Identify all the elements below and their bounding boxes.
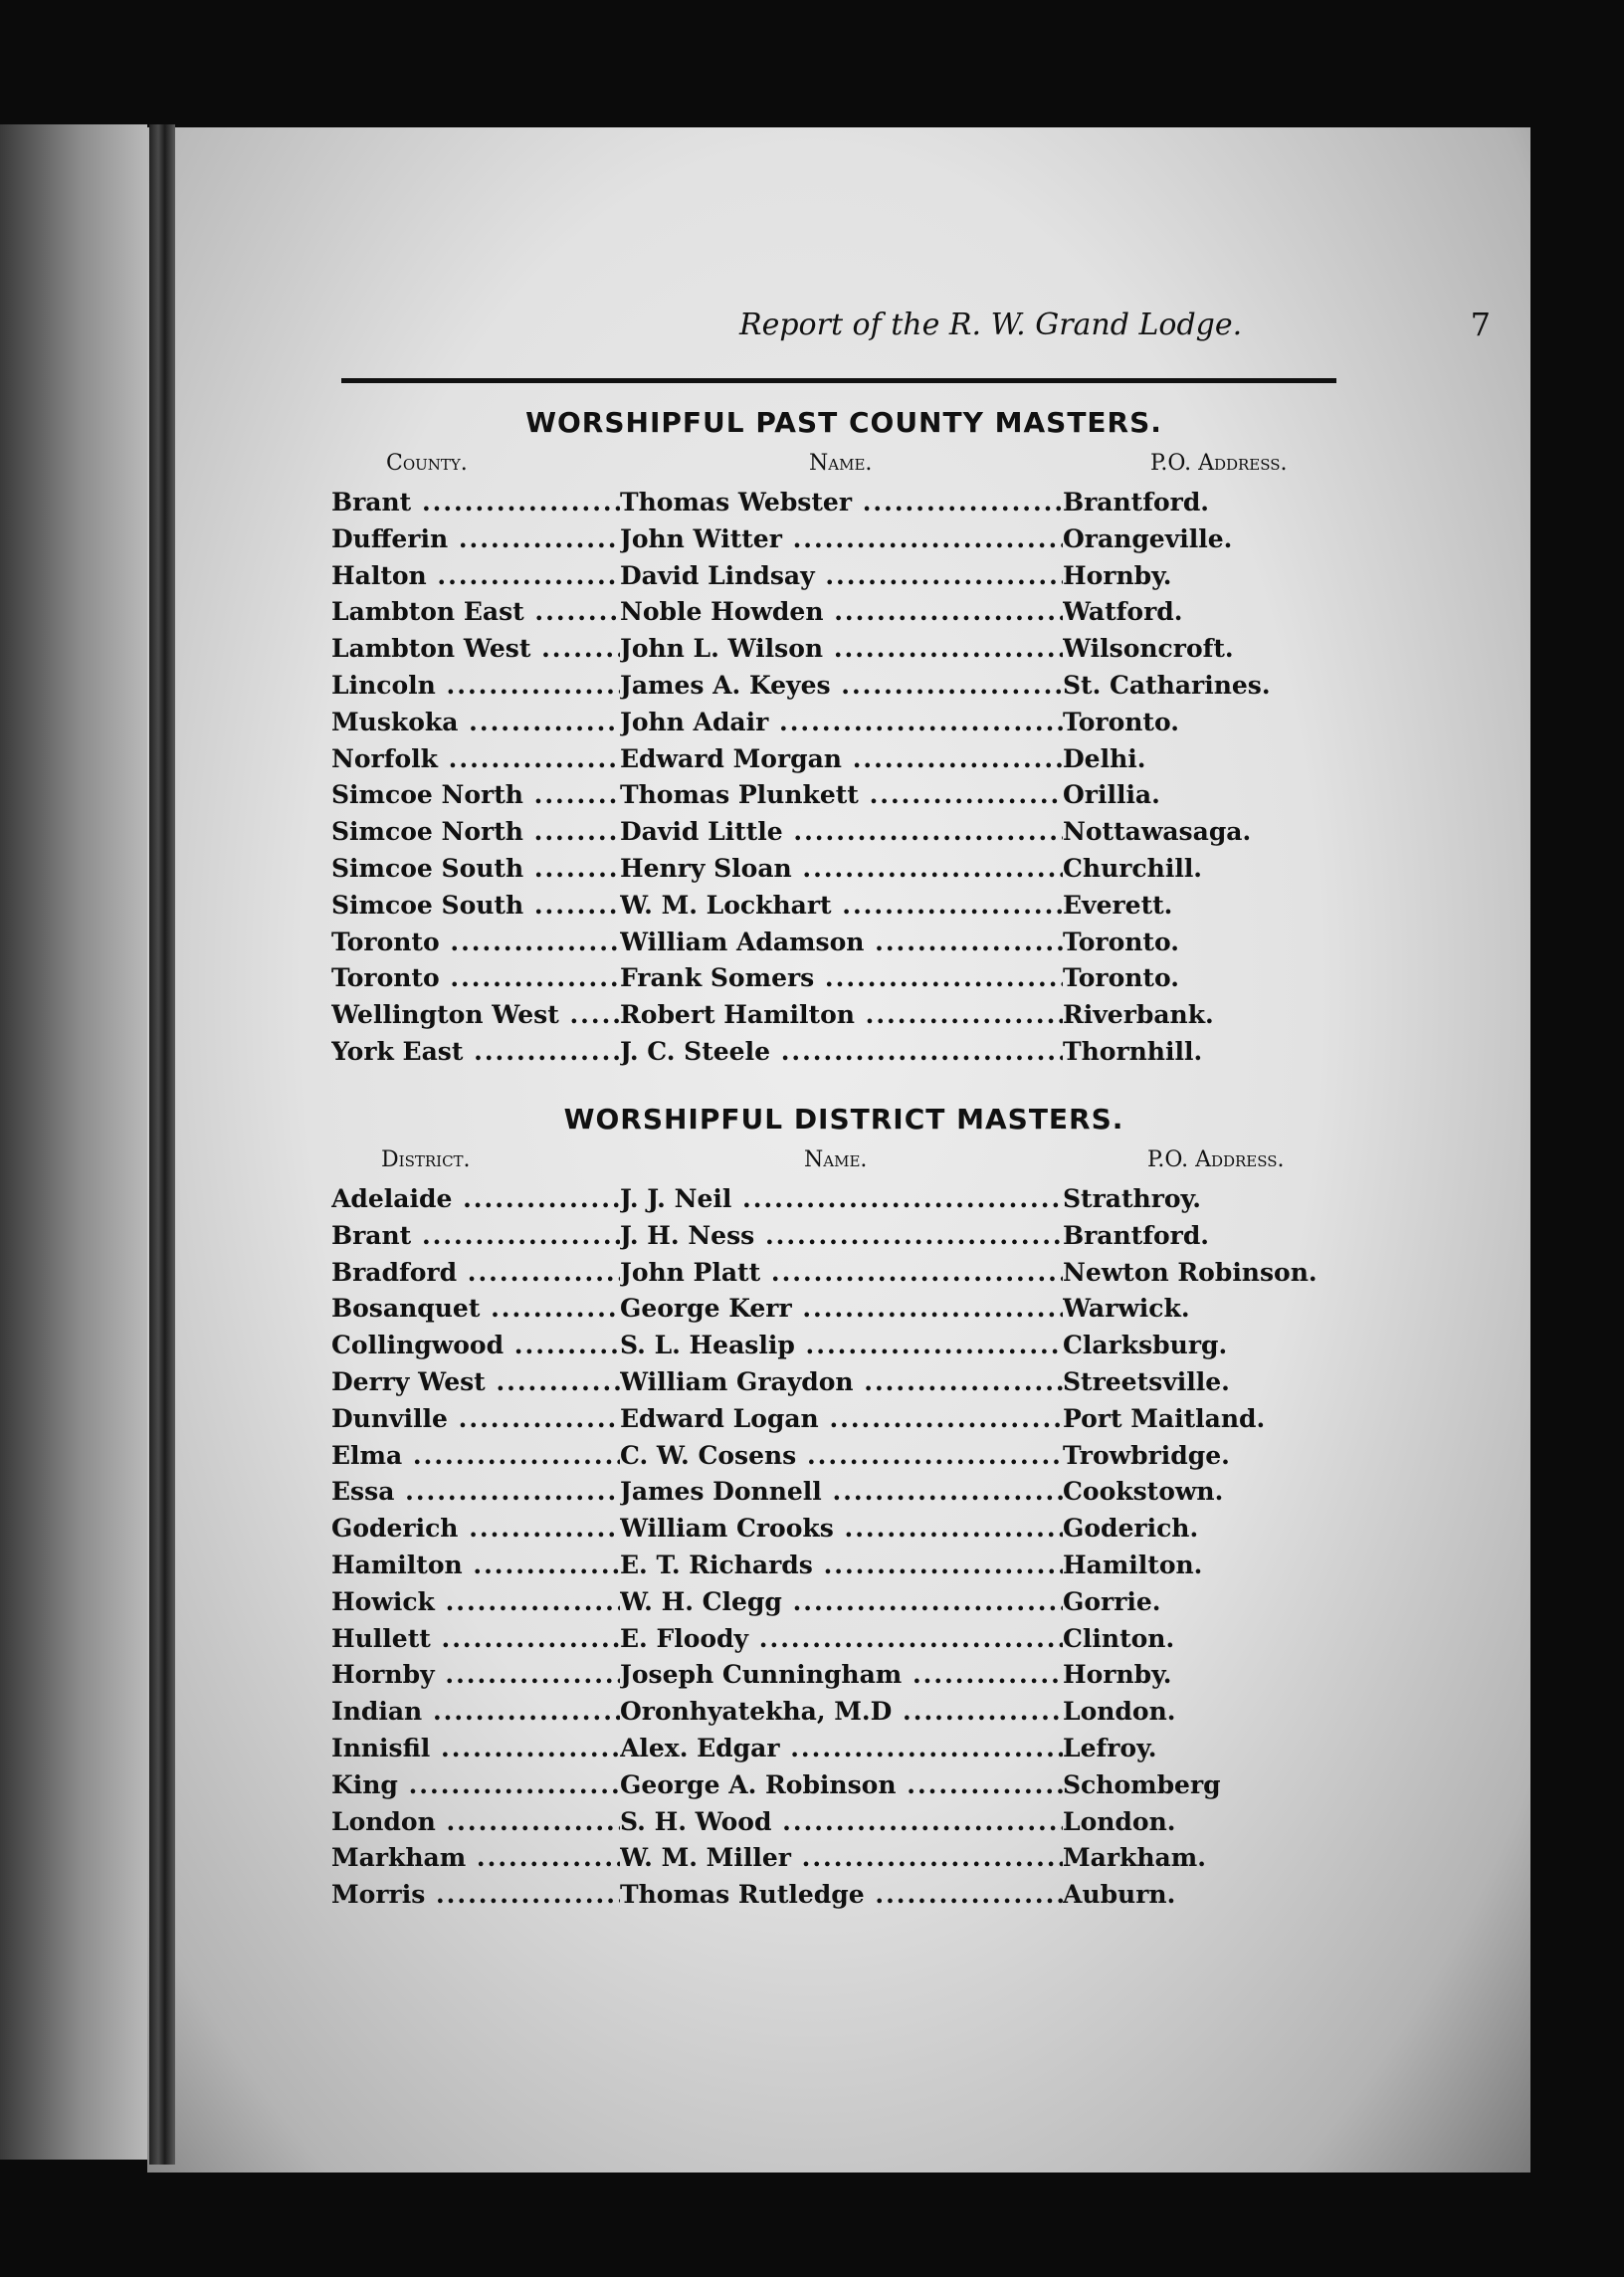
master-name: J. J. Neil ..... (620, 1181, 1063, 1218)
column-header-address: P.O. Address. (1150, 451, 1288, 476)
list-item (331, 668, 1356, 705)
list-item (331, 1511, 1356, 1548)
master-name: George Kerr ..... (620, 1291, 1063, 1328)
po-address: Markham. (1063, 1843, 1206, 1873)
district-name: Collingwood ..... (331, 1328, 620, 1364)
county-name: Simcoe South ..... (331, 888, 620, 925)
page-number: 7 (1470, 306, 1491, 343)
county-name: Toronto ..... (331, 925, 620, 961)
master-name: W. H. Clegg ..... (620, 1584, 1063, 1621)
master-name: Thomas Webster ..... (620, 485, 1063, 521)
po-address: Streetsville. (1063, 1366, 1230, 1396)
master-name: Alex. Edgar ..... (620, 1731, 1063, 1767)
list-item (331, 1694, 1356, 1731)
district-list (331, 1181, 1356, 1914)
column-headers (331, 451, 1356, 481)
list-item (331, 1840, 1356, 1877)
list-item (331, 1401, 1356, 1438)
po-address: Everett. (1063, 890, 1173, 920)
district-name: Brant ..... (331, 1218, 620, 1255)
scanned-page (147, 127, 1530, 2173)
master-name: Thomas Rutledge ..... (620, 1877, 1063, 1914)
po-address: Clarksburg. (1063, 1331, 1228, 1360)
master-name: Oronhyatekha, M.D ..... (620, 1694, 1063, 1731)
po-address: Hornby. (1063, 1660, 1172, 1690)
list-item (331, 851, 1356, 888)
list-item (331, 1877, 1356, 1914)
district-name: Hornby ..... (331, 1657, 620, 1694)
master-name: Henry Sloan ..... (620, 851, 1063, 888)
master-name: William Graydon ..... (620, 1364, 1063, 1401)
county-name: Simcoe North ..... (331, 814, 620, 851)
list-item (331, 1731, 1356, 1767)
list-item (331, 1364, 1356, 1401)
column-header-county: County. (386, 451, 468, 476)
list-item (331, 1291, 1356, 1328)
list-item (331, 558, 1356, 595)
district-name: Elma ..... (331, 1438, 620, 1475)
po-address: Port Maitland. (1063, 1403, 1266, 1433)
list-item (331, 960, 1356, 997)
county-name: Lambton East ..... (331, 594, 620, 631)
master-name: John Witter ..... (620, 521, 1063, 558)
list-item (331, 594, 1356, 631)
po-address: Warwick. (1063, 1294, 1190, 1324)
po-address: Newton Robinson. (1063, 1257, 1318, 1287)
district-masters-section (331, 1103, 1356, 1914)
list-item (331, 1621, 1356, 1658)
header-rule (341, 378, 1336, 383)
section-title: WORSHIPFUL DISTRICT MASTERS. (563, 1103, 1124, 1136)
district-name: Goderich ..... (331, 1511, 620, 1548)
master-name: J. C. Steele ..... (620, 1034, 1063, 1071)
county-name: York East ..... (331, 1034, 620, 1071)
po-address: Watford. (1063, 597, 1183, 627)
adjacent-page-edge (0, 124, 147, 2160)
master-name: W. M. Miller ..... (620, 1840, 1063, 1877)
po-address: Clinton. (1063, 1623, 1175, 1653)
county-name: Halton ..... (331, 558, 620, 595)
po-address: Goderich. (1063, 1514, 1199, 1544)
po-address: Hamilton. (1063, 1550, 1203, 1579)
district-name: Derry West ..... (331, 1364, 620, 1401)
county-name: Simcoe North ..... (331, 777, 620, 814)
master-name: E. Floody ..... (620, 1621, 1063, 1658)
master-name: S. L. Heaslip ..... (620, 1328, 1063, 1364)
master-name: Edward Logan ..... (620, 1401, 1063, 1438)
master-name: C. W. Cosens ..... (620, 1438, 1063, 1475)
po-address: Toronto. (1063, 707, 1179, 736)
district-name: Hullett ..... (331, 1621, 620, 1658)
district-name: King ..... (331, 1767, 620, 1804)
po-address: Brantford. (1063, 488, 1210, 517)
po-address: Cookstown. (1063, 1477, 1224, 1507)
po-address: Lefroy. (1063, 1733, 1157, 1762)
master-name: John Platt ..... (620, 1255, 1063, 1292)
list-item (331, 1767, 1356, 1804)
master-name: David Little ..... (620, 814, 1063, 851)
district-name: Essa ..... (331, 1474, 620, 1511)
master-name: Edward Morgan ..... (620, 741, 1063, 778)
po-address: Wilsoncroft. (1063, 634, 1234, 664)
list-item (331, 1181, 1356, 1218)
master-name: James Donnell ..... (620, 1474, 1063, 1511)
po-address: Toronto. (1063, 927, 1179, 956)
district-name: Bosanquet ..... (331, 1291, 620, 1328)
list-item (331, 1474, 1356, 1511)
district-name: Morris ..... (331, 1877, 620, 1914)
section-title: WORSHIPFUL PAST COUNTY MASTERS. (525, 406, 1162, 439)
master-name: William Crooks ..... (620, 1511, 1063, 1548)
list-item (331, 1548, 1356, 1584)
district-name: London ..... (331, 1804, 620, 1841)
county-name: Lincoln ..... (331, 668, 620, 705)
po-address: Churchill. (1063, 853, 1203, 883)
county-masters-section (331, 406, 1356, 1071)
list-item (331, 485, 1356, 521)
po-address: London. (1063, 1806, 1176, 1836)
column-header-name: Name. (804, 1147, 868, 1172)
county-name: Lambton West ..... (331, 631, 620, 668)
master-name: E. T. Richards ..... (620, 1548, 1063, 1584)
district-name: Indian ..... (331, 1694, 620, 1731)
list-item (331, 521, 1356, 558)
master-name: W. M. Lockhart ..... (620, 888, 1063, 925)
po-address: Strathroy. (1063, 1184, 1201, 1213)
running-title: Report of the R. W. Grand Lodge. (739, 308, 1243, 342)
po-address: Brantford. (1063, 1220, 1210, 1250)
list-item (331, 1328, 1356, 1364)
po-address: Schomberg (1063, 1769, 1221, 1799)
county-name: Norfolk ..... (331, 741, 620, 778)
master-name: George A. Robinson ..... (620, 1767, 1063, 1804)
list-item (331, 631, 1356, 668)
po-address: Delhi. (1063, 743, 1146, 773)
county-name: Muskoka ..... (331, 705, 620, 741)
list-item (331, 1804, 1356, 1841)
master-name: John L. Wilson ..... (620, 631, 1063, 668)
county-list (331, 485, 1356, 1071)
district-name: Dunville ..... (331, 1401, 620, 1438)
master-name: James A. Keyes ..... (620, 668, 1063, 705)
master-name: John Adair ..... (620, 705, 1063, 741)
po-address: Hornby. (1063, 560, 1172, 590)
county-name: Wellington West ..... (331, 997, 620, 1034)
list-item (331, 1438, 1356, 1475)
column-header-name: Name. (809, 451, 873, 476)
po-address: Trowbridge. (1063, 1440, 1230, 1470)
column-header-address: P.O. Address. (1147, 1147, 1285, 1172)
po-address: Orillia. (1063, 780, 1160, 810)
column-headers (331, 1147, 1356, 1177)
master-name: William Adamson ..... (620, 925, 1063, 961)
county-name: Toronto ..... (331, 960, 620, 997)
district-name: Hamilton ..... (331, 1548, 620, 1584)
district-name: Markham ..... (331, 1840, 620, 1877)
master-name: Thomas Plunkett ..... (620, 777, 1063, 814)
column-header-district: District. (381, 1147, 471, 1172)
master-name: David Lindsay ..... (620, 558, 1063, 595)
po-address: Thornhill. (1063, 1036, 1203, 1066)
po-address: St. Catharines. (1063, 670, 1271, 700)
list-item (331, 1584, 1356, 1621)
master-name: J. H. Ness ..... (620, 1218, 1063, 1255)
po-address: Gorrie. (1063, 1586, 1161, 1616)
list-item (331, 814, 1356, 851)
book-spine (149, 124, 175, 2165)
district-name: Adelaide ..... (331, 1181, 620, 1218)
master-name: S. H. Wood ..... (620, 1804, 1063, 1841)
county-name: Dufferin ..... (331, 521, 620, 558)
list-item (331, 741, 1356, 778)
district-name: Howick ..... (331, 1584, 620, 1621)
master-name: Joseph Cunningham ..... (620, 1657, 1063, 1694)
po-address: Orangeville. (1063, 523, 1233, 553)
district-name: Innisfil ..... (331, 1731, 620, 1767)
list-item (331, 1034, 1356, 1071)
list-item (331, 1255, 1356, 1292)
county-name: Simcoe South ..... (331, 851, 620, 888)
list-item (331, 777, 1356, 814)
list-item (331, 925, 1356, 961)
po-address: Auburn. (1063, 1880, 1176, 1910)
master-name: Robert Hamilton ..... (620, 997, 1063, 1034)
list-item (331, 1657, 1356, 1694)
list-item (331, 997, 1356, 1034)
district-name: Bradford ..... (331, 1255, 620, 1292)
po-address: Toronto. (1063, 963, 1179, 993)
list-item (331, 705, 1356, 741)
list-item (331, 888, 1356, 925)
po-address: Nottawasaga. (1063, 817, 1252, 847)
po-address: London. (1063, 1697, 1176, 1727)
po-address: Riverbank. (1063, 1000, 1214, 1030)
master-name: Noble Howden ..... (620, 594, 1063, 631)
master-name: Frank Somers ..... (620, 960, 1063, 997)
list-item (331, 1218, 1356, 1255)
county-name: Brant ..... (331, 485, 620, 521)
